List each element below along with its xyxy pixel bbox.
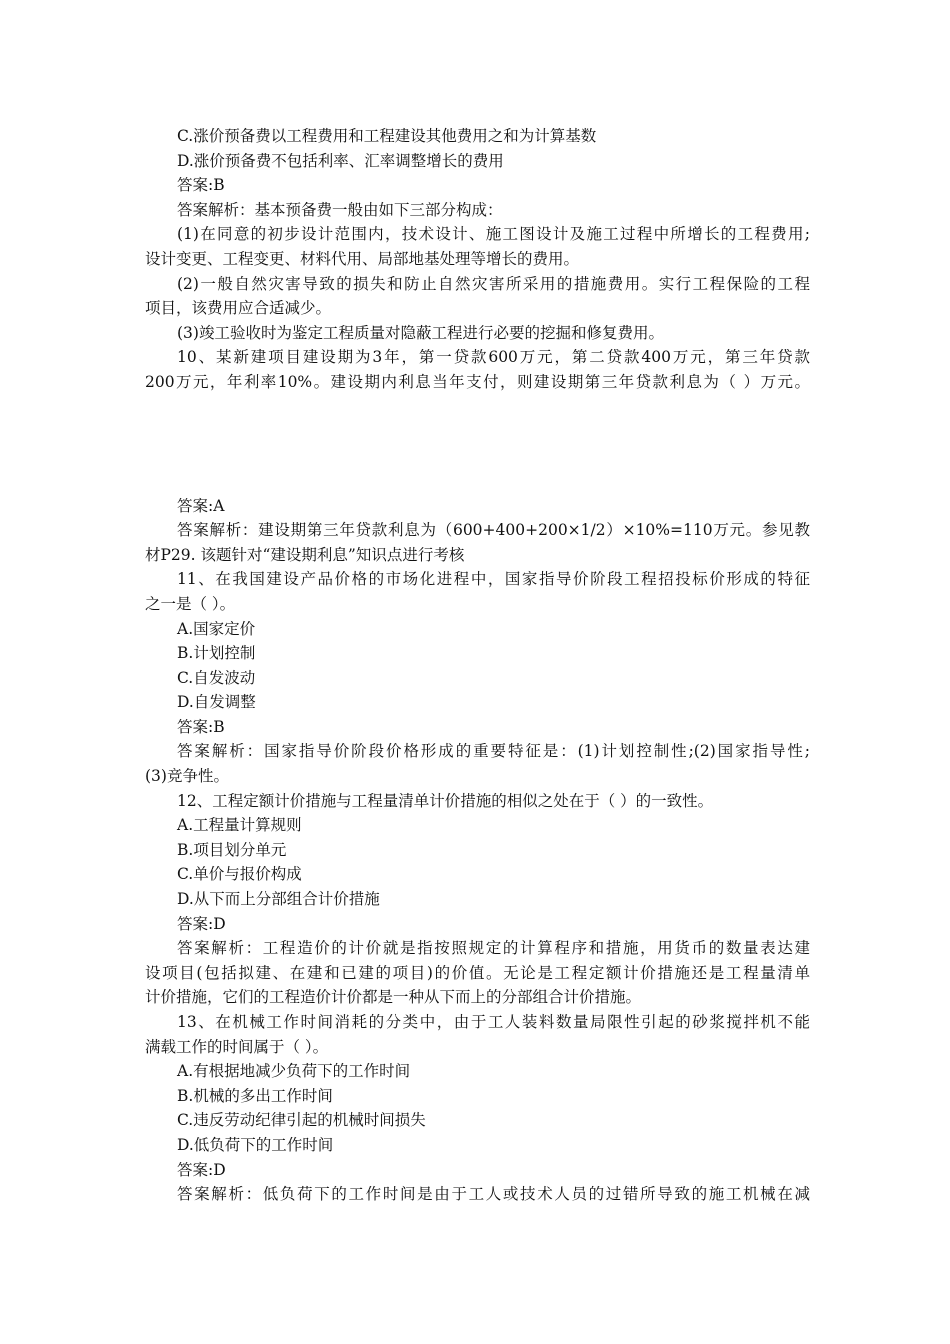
option-c: C.违反劳动纪律引起的机械时间损失 xyxy=(177,1111,426,1130)
answer-explanation: 答案解析：国家指导价阶段价格形成的重要特征是：(1)计划控制性;(2)国家指导性; xyxy=(177,742,810,761)
question-10: 10、某新建项目建设期为3年，第一贷款600万元，第二贷款400万元，第三年贷款 xyxy=(177,348,810,367)
question-11-cont: 之一是（ ）。 xyxy=(145,594,236,613)
option-a: A.国家定价 xyxy=(177,619,256,638)
answer-explanation-cont: 设项目(包括拟建、在建和已建的项目)的价值。无论是工程定额计价措施还是工程量清单 xyxy=(145,963,810,982)
question-10-cont: 200万元，年利率10%。建设期内利息当年支付，则建设期第三年贷款利息为（ ）万元。 xyxy=(145,372,810,391)
explanation-item-3: (3)竣工验收时为鉴定工程质量对隐蔽工程进行必要的挖掘和修复费用。 xyxy=(177,323,664,342)
option-b: B.项目划分单元 xyxy=(177,840,287,859)
answer-explanation-cont: 材P29. 该题针对“建设期利息”知识点进行考核 xyxy=(145,545,465,564)
answer: 答案:B xyxy=(177,176,225,195)
option-b: B.计划控制 xyxy=(177,644,256,663)
explanation-item-2-cont: 项目，该费用应合适减少。 xyxy=(145,299,332,318)
answer-explanation: 答案解析：工程造价的计价就是指按照规定的计算程序和措施，用货币的数量表达建 xyxy=(177,939,810,958)
question-11: 11、在我国建设产品价格的市场化进程中，国家指导价阶段工程招投标价形成的特征 xyxy=(177,570,810,589)
question-13-cont: 满载工作的时间属于（ ）。 xyxy=(145,1037,329,1056)
option-b: B.机械的多出工作时间 xyxy=(177,1086,333,1105)
question-13: 13、在机械工作时间消耗的分类中，由于工人装料数量局限性引起的砂浆搅拌机不能 xyxy=(177,1013,810,1031)
option-c: C.自发波动 xyxy=(177,668,256,687)
option-d: D.从下而上分部组合计价措施 xyxy=(177,890,380,909)
explanation-item-1-cont: 设计变更、工程变更、材料代用、局部地基处理等增长的费用。 xyxy=(145,249,580,268)
answer: 答案:B xyxy=(177,717,225,736)
blank-space xyxy=(145,395,810,494)
explanation-item-1: (1)在同意的初步设计范围内，技术设计、施工图设计及施工过程中所增长的工程费用; xyxy=(177,225,810,244)
option-a: A.有根据地减少负荷下的工作时间 xyxy=(177,1062,411,1081)
explanation-item-2: (2)一般自然灾害导致的损失和防止自然灾害所采用的措施费用。实行工程保险的工程 xyxy=(177,274,810,293)
answer-explanation: 答案解析：低负荷下的工作时间是由于工人或技术人员的过错所导致的施工机械在减 xyxy=(177,1185,810,1204)
option-c: C.单价与报价构成 xyxy=(177,865,302,884)
answer: 答案:D xyxy=(177,914,226,933)
text-block-lower xyxy=(145,494,810,1207)
answer-explanation-cont: (3)竞争性。 xyxy=(145,767,229,786)
text-block-upper xyxy=(145,124,810,395)
option-d: D.涨价预备费不包括利率、汇率调整增长的费用 xyxy=(177,151,504,170)
answer-explanation: 答案解析：建设期第三年贷款利息为（600+400+200×1/2）×10%=110万元。参见教 xyxy=(177,521,810,540)
answer-explanation: 答案解析：基本预备费一般由如下三部分构成： xyxy=(177,200,503,219)
option-d: D.低负荷下的工作时间 xyxy=(177,1135,334,1154)
option-a: A.工程量计算规则 xyxy=(177,816,302,835)
document-page xyxy=(145,124,810,1207)
question-12: 12、工程定额计价措施与工程量清单计价措施的相似之处在于（ ）的一致性。 xyxy=(177,791,714,810)
option-d: D.自发调整 xyxy=(177,693,256,712)
answer-explanation-cont: 计价措施，它们的工程造价计价都是一种从下而上的分部组合计价措施。 xyxy=(145,988,642,1007)
answer: 答案:A xyxy=(177,496,225,515)
option-c: C.涨价预备费以工程费用和工程建设其他费用之和为计算基数 xyxy=(177,127,597,145)
answer: 答案:D xyxy=(177,1160,226,1179)
